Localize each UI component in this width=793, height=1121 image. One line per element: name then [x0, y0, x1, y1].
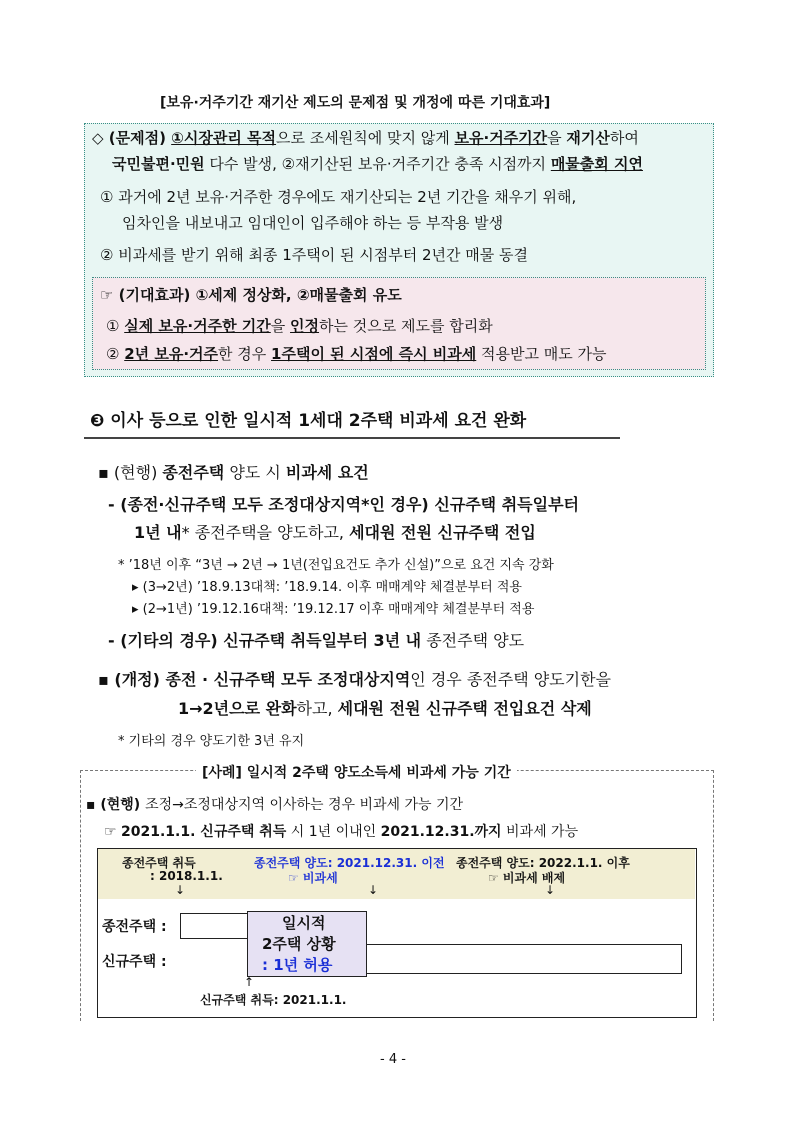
- old-house-acquired-date: : 2018.1.1.: [150, 869, 223, 883]
- new-house-acquired-label: 신규주택 취득: 2021.1.1.: [200, 993, 347, 1007]
- case-line-1: ▪ (현행) 조정→조정대상지역 이사하는 경우 비과세 가능 기간: [86, 797, 464, 813]
- sale-after-label: 종전주택 양도: 2022.1.1. 이후: [456, 856, 630, 870]
- problem-item-1a: ① 과거에 2년 보유·거주한 경우에도 재기산되는 2년 기간을 채우기 위해,: [100, 188, 577, 206]
- problem-line-2: 국민불편·민원 다수 발생, ②재기산된 보유·거주기간 충족 시점까지 매물출회 지연: [112, 155, 643, 173]
- revised-note: * 기타의 경우 양도기한 3년 유지: [118, 734, 305, 749]
- case-line-2: ☞ 2021.1.1. 신규주택 취득 시 1년 이내인 2021.12.31.까지 비과세 가능: [104, 824, 579, 840]
- problem-line-1: ◇ (문제점) ①시장관리 목적으로 조세원칙에 맞지 않게 보유·거주기간을 재기산하여: [92, 129, 639, 147]
- current-note-3: ▸ (2→1년) ’19.12.16대책: ’19.12.17 이후 매매계약 체결분부터 적용: [132, 602, 535, 617]
- current-note-2: ▸ (3→2년) ’18.9.13대책: ’18.9.14. 이후 매매계약 체결분부터 적용: [132, 580, 522, 595]
- problem-item-1b: 임차인을 내보내고 임대인이 입주해야 하는 등 부작용 발생: [122, 214, 504, 232]
- revised-line-1: ▪ (개정) 종전 · 신규주택 모두 조정대상지역인 경우 종전주택 양도기한을: [98, 670, 612, 689]
- temp-label-3: : 1년 허용: [262, 956, 333, 974]
- arrow-up-icon: ↑: [244, 975, 255, 989]
- effect-item-2: ② 2년 보유·거주한 경우 1주택이 된 시점에 즉시 비과세 적용받고 매도 가능: [106, 345, 607, 363]
- arrow-down-icon: ↓: [545, 883, 556, 897]
- section-title: ❸ 이사 등으로 인한 일시적 1세대 2주택 비과세 요건 완화: [90, 411, 527, 431]
- old-house-bar: [180, 913, 249, 939]
- page-title: [보유·거주기간 재기산 제도의 문제점 및 개정에 따른 기대효과]: [160, 95, 551, 111]
- current-detail-1b: 1년 내* 종전주택을 양도하고, 세대원 전원 신규주택 전입: [134, 523, 536, 542]
- arrow-down-icon: ↓: [368, 883, 379, 897]
- temp-label-2: 2주택 상황: [262, 935, 336, 953]
- current-note-1: * ’18년 이후 “3년 → 2년 → 1년(전입요건도 추가 신설)”으로 요건 지속 강화: [118, 558, 554, 573]
- temp-label-1: 일시적: [282, 914, 326, 932]
- sale-before-label: 종전주택 양도: 2021.12.31. 이전: [254, 856, 445, 870]
- tax-exclusion-label: ☞ 비과세 배제: [488, 871, 566, 885]
- current-heading: ▪ (현행) 종전주택 양도 시 비과세 요건: [98, 463, 369, 482]
- old-house-row-label: 종전주택 :: [102, 919, 167, 935]
- case-title: [사례] 일시적 2주택 양도소득세 비과세 가능 기간: [196, 762, 517, 782]
- tax-exempt-label: ☞ 비과세: [288, 871, 338, 885]
- arrow-down-icon: ↓: [175, 883, 186, 897]
- page-number: - 4 -: [380, 1052, 406, 1067]
- current-detail-2: - (기타의 경우) 신규주택 취득일부터 3년 내 종전주택 양도: [108, 631, 525, 650]
- problem-item-2: ② 비과세를 받기 위해 최종 1주택이 된 시점부터 2년간 매물 동결: [100, 246, 528, 264]
- new-house-row-label: 신규주택 :: [102, 954, 167, 970]
- old-house-acquired-label: 종전주택 취득: [122, 856, 196, 870]
- revised-line-2: 1→2년으로 완화하고, 세대원 전원 신규주택 전입요건 삭제: [178, 699, 592, 718]
- effect-heading: ☞ (기대효과) ①세제 정상화, ②매물출회 유도: [100, 286, 402, 304]
- current-detail-1a: - (종전·신규주택 모두 조정대상지역*인 경우) 신규주택 취득일부터: [108, 495, 579, 514]
- effect-item-1: ① 실제 보유·거주한 기간을 인정하는 것으로 제도를 합리화: [106, 317, 493, 335]
- new-house-bar: [365, 944, 682, 974]
